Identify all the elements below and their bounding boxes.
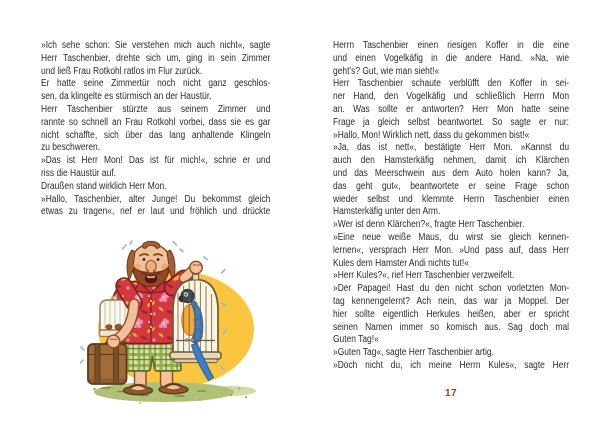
text-line: »Hallo, Mon! Wirklich nett, dass du gekommen bist!« <box>333 129 530 141</box>
illustration-herr-mon <box>80 240 260 412</box>
text-line: Frage ja gleich selbst beantwortet. So sagte er nur: <box>333 116 570 128</box>
right-text-column <box>333 40 569 373</box>
text-line: das geht gut«, beantwortete er seine Frage schon <box>333 180 570 192</box>
text-line: Herr Taschenbier stürzte aus seinem Zimmer und <box>41 103 271 115</box>
suitcase <box>88 340 127 385</box>
text-line: hier sollte eigentlich Herkules heißen, aber er spricht <box>333 308 570 320</box>
text-line: nicht schaffte, sich über das lang anhaltende Klingeln <box>41 129 271 141</box>
text-line: Kules dem Hamster Andi nichts tut!« <box>333 257 469 269</box>
text-line: »Eine neue weiße Maus, du wirst sie gleich kennen- <box>333 231 570 243</box>
text-line: sen, da klingelte es stürmisch an der Haustür. <box>41 91 212 103</box>
text-line: Er hatte seine Zimmertür noch nicht ganz geschlos- <box>41 78 271 90</box>
text-line: zu beschweren. <box>41 142 101 154</box>
text-line: riss die Haustür auf. <box>41 167 116 179</box>
text-line: lernen«, versprach Herr Mon. »Und pass auf, dass Herr <box>333 244 570 256</box>
text-line: »Doch nicht du, ich meine Herrn Kules«, sagte Herr <box>333 359 570 371</box>
text-line: Herr Taschenbier schaute verblüfft den Koffer in sei- <box>333 78 570 90</box>
text-line: Guten Tag!« <box>333 334 379 346</box>
text-line: seinen Namen immer so komisch aus. Sag doch mal <box>333 321 570 333</box>
page-number: 17 <box>444 388 458 399</box>
text-line: »Guten Tag«, sagte Herr Taschenbier artig. <box>333 347 494 359</box>
text-line: und ließ Frau Rotkohl ratlos im Flur zurück. <box>41 65 203 77</box>
text-line: geht’s? Gut, wie man sieht!« <box>333 65 440 77</box>
text-line: rannte so schnell an Frau Rotkohl vorbei, dass sie es gar <box>41 116 271 128</box>
text-line: »Der Papagei! Hast du den nicht schon vorletzten Mon- <box>333 283 570 295</box>
text-line: Herrn Taschenbier einen riesigen Koffer in die eine <box>333 40 570 51</box>
text-line: »Hallo, Taschenbier, alter Junge! Du bekommst gleich <box>41 193 271 205</box>
left-text-column <box>41 40 270 219</box>
text-line: und das Meerschwein aus dem Auto holen kann? Ja, <box>333 167 570 179</box>
text-line: wieder selbst und klemmte Herrn Taschenbier einen <box>333 193 570 205</box>
text-line: etwas zu tragen«, rief er laut und fröhlich und drückte <box>41 206 271 218</box>
text-line: »Ich sehe schon: Sie verstehen mich auch nicht«, sagte <box>41 40 271 51</box>
text-line: an. Was sollte er antworten? Herr Mon hatte seine <box>333 103 570 115</box>
text-line: und einen Vogelkäfig in die andere Hand. »Na, wie <box>333 52 570 64</box>
text-line: Herr Taschenbier, drehte sich um, ging in sein Zimmer <box>41 52 271 64</box>
text-line: »Das ist Herr Mon! Das ist für mich!«, schrie er und <box>41 155 271 167</box>
text-line: Draußen stand wirklich Herr Mon. <box>41 180 167 192</box>
text-line: ner Hand, den Vogelkäfig und schließlich Herrn Mon <box>333 91 570 103</box>
text-line: »Ja, das ist nett«, bestätigte Herr Mon. »Kannst du <box>333 142 570 154</box>
text-line: Hamsterkäfig unter den Arm. <box>333 206 441 218</box>
text-line: »Herr Kules?«, rief Herr Taschenbier verzweifelt. <box>333 270 515 282</box>
text-line: »Wer ist denn Klärchen?«, fragte Herr Taschenbier. <box>333 219 525 231</box>
text-line: tag kennengelernt? Ach nein, das war ja Moppel. Der <box>333 295 570 307</box>
text-line: auch den Hamsterkäfig nehmen, damit ich Klärchen <box>333 155 570 167</box>
